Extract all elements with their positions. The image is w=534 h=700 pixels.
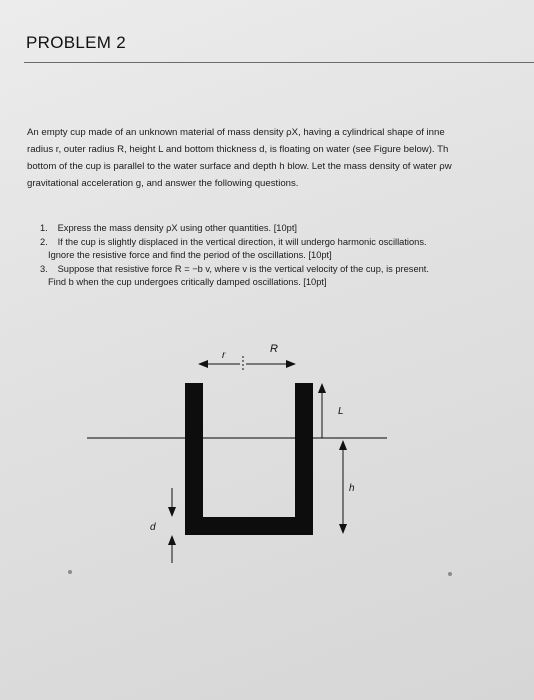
paper-speck <box>68 570 72 574</box>
statement-line: bottom of the cup is parallel to the water surface and depth h blow. Let the mass density of water ρw <box>27 161 452 172</box>
question-text: Express the mass density ρX using other quantities. [10pt] <box>57 223 297 233</box>
label-L: L <box>338 406 344 417</box>
problem-statement <box>27 124 534 192</box>
label-d: d <box>150 522 156 533</box>
label-h: h <box>349 483 355 494</box>
statement-line: gravitational acceleration g, and answer the following questions. <box>27 178 299 189</box>
cup-figure <box>0 330 534 590</box>
d-arrowhead-down <box>168 507 176 517</box>
question-text: Suppose that resistive force R = −b v, where v is the vertical velocity of the cup, is present. <box>57 263 429 274</box>
statement-line: An empty cup made of an unknown material of mass density ρX, having a cylindrical shape of inne <box>27 127 445 138</box>
question-1 <box>40 222 534 236</box>
cup-bottom <box>185 517 313 535</box>
h-arrowhead-bottom <box>339 524 347 534</box>
question-3 <box>40 263 534 277</box>
question-list <box>40 222 534 290</box>
cup-left-wall <box>185 383 203 535</box>
question-2-continued: Ignore the resistive force and find the period of the oscillations. [10pt] <box>48 250 332 261</box>
question-text: If the cup is slightly displaced in the vertical direction, it will undergo harmonic oscillations. <box>57 236 427 247</box>
problem-title: PROBLEM 2 <box>26 33 127 52</box>
label-R: R <box>270 343 278 355</box>
question-number: 3. <box>40 263 48 274</box>
label-r: r <box>222 350 226 361</box>
cup-right-wall <box>295 383 313 535</box>
d-arrowhead-up <box>168 535 176 545</box>
statement-line: radius r, outer radius R, height L and bottom thickness d, is floating on water (see Figure below). Th <box>27 144 449 155</box>
question-number: 1. <box>40 223 48 233</box>
R-arrowhead <box>286 360 296 368</box>
paper-speck <box>448 572 452 576</box>
question-number: 2. <box>40 236 48 247</box>
h-arrowhead-top <box>339 440 347 450</box>
question-2 <box>40 236 534 250</box>
title-divider <box>24 62 534 63</box>
question-3-continued: Find b when the cup undergoes critically damped oscillations. [10pt] <box>48 277 327 288</box>
r-arrowhead <box>198 360 208 368</box>
L-arrowhead <box>318 383 326 393</box>
